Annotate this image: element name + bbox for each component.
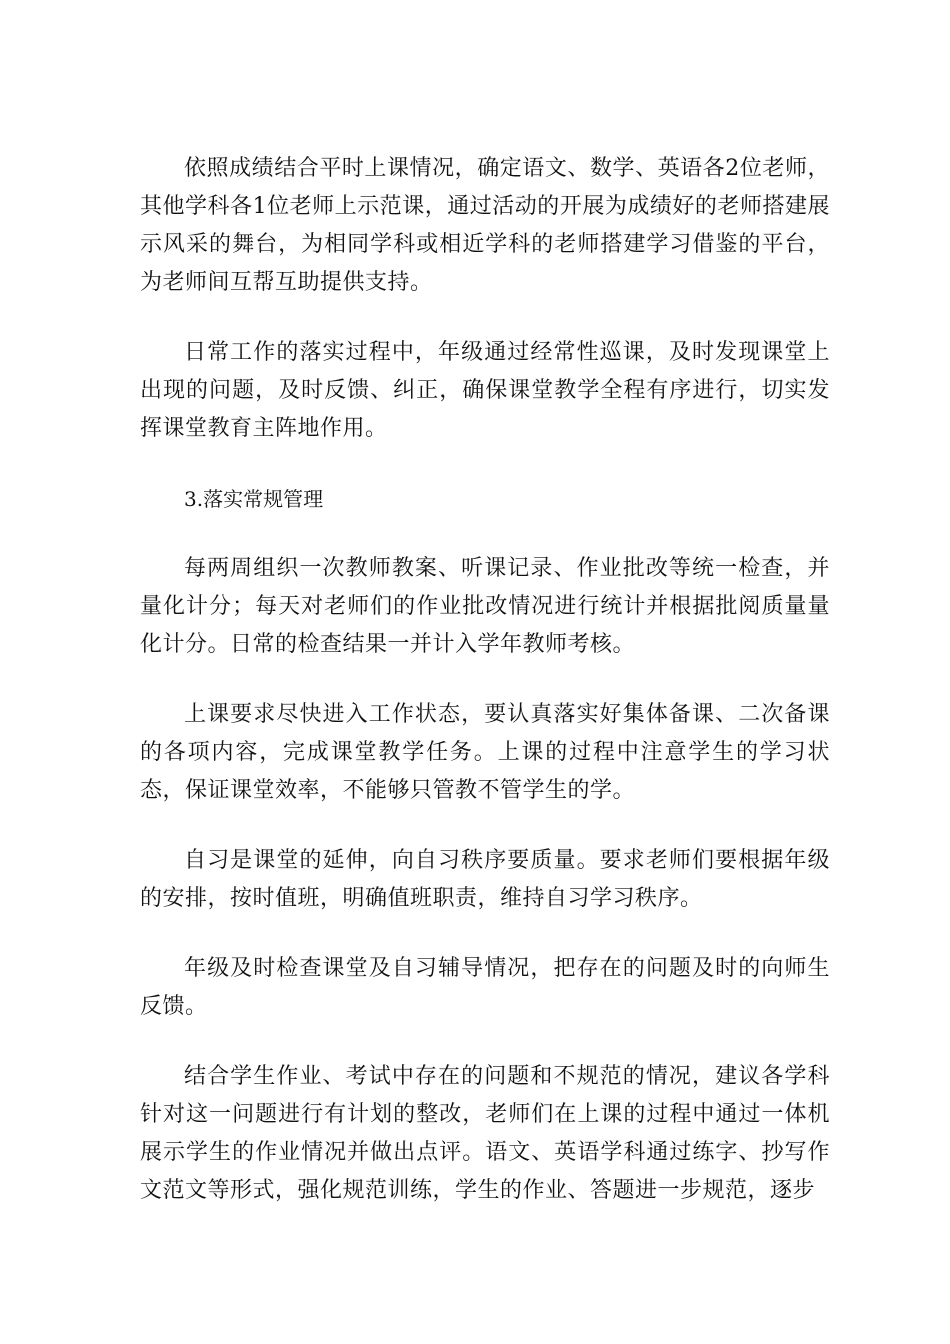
section-heading-routine-management: 3.落实常规管理 <box>184 487 324 511</box>
paragraph-class-requirements: 上课要求尽快进入工作状态，要认真落实好集体备课、二次备课的各项内容，完成课堂教学任务。上课的过程中注意学生的学习状态，保证课堂效率，不能够只管教不管学生的学。 <box>140 702 830 803</box>
paragraph-standardization: 结合学生作业、考试中存在的问题和不规范的情况，建议各学科针对这一问题进行有计划的整改，老师们在上课的过程中通过一体机展示学生的作业情况并做出点评。语文、英语学科通过练字、抄写作文范文等形式，强化规范训练，学生的作业、答题进一步规范，逐步 <box>140 1064 830 1203</box>
paragraph-feedback: 年级及时检查课堂及自习辅导情况，把存在的问题及时的向师生反馈。 <box>140 956 830 1019</box>
document-body <box>140 150 830 1242</box>
paragraph-class-inspection: 日常工作的落实过程中，年级通过经常性巡课，及时发现课堂上出现的问题，及时反馈、纠正，确保课堂教学全程有序进行，切实发挥课堂教育主阵地作用。 <box>140 340 830 441</box>
paragraph-demo-lessons: 依照成绩结合平时上课情况，确定语文、数学、英语各2位老师，其他学科各1位老师上示范课，通过活动的开展为成绩好的老师搭建展示风采的舞台，为相同学科或相近学科的老师搭建学习借鉴的平台，为老师间互帮互助提供支持。 <box>140 156 830 295</box>
paragraph-biweekly-check: 每两周组织一次教师教案、听课记录、作业批改等统一检查，并量化计分；每天对老师们的作业批改情况进行统计并根据批阅质量量化计分。日常的检查结果一并计入学年教师考核。 <box>140 556 830 657</box>
paragraph-self-study: 自习是课堂的延伸，向自习秩序要质量。要求老师们要根据年级的安排，按时值班，明确值班职责，维持自习学习秩序。 <box>140 848 830 911</box>
